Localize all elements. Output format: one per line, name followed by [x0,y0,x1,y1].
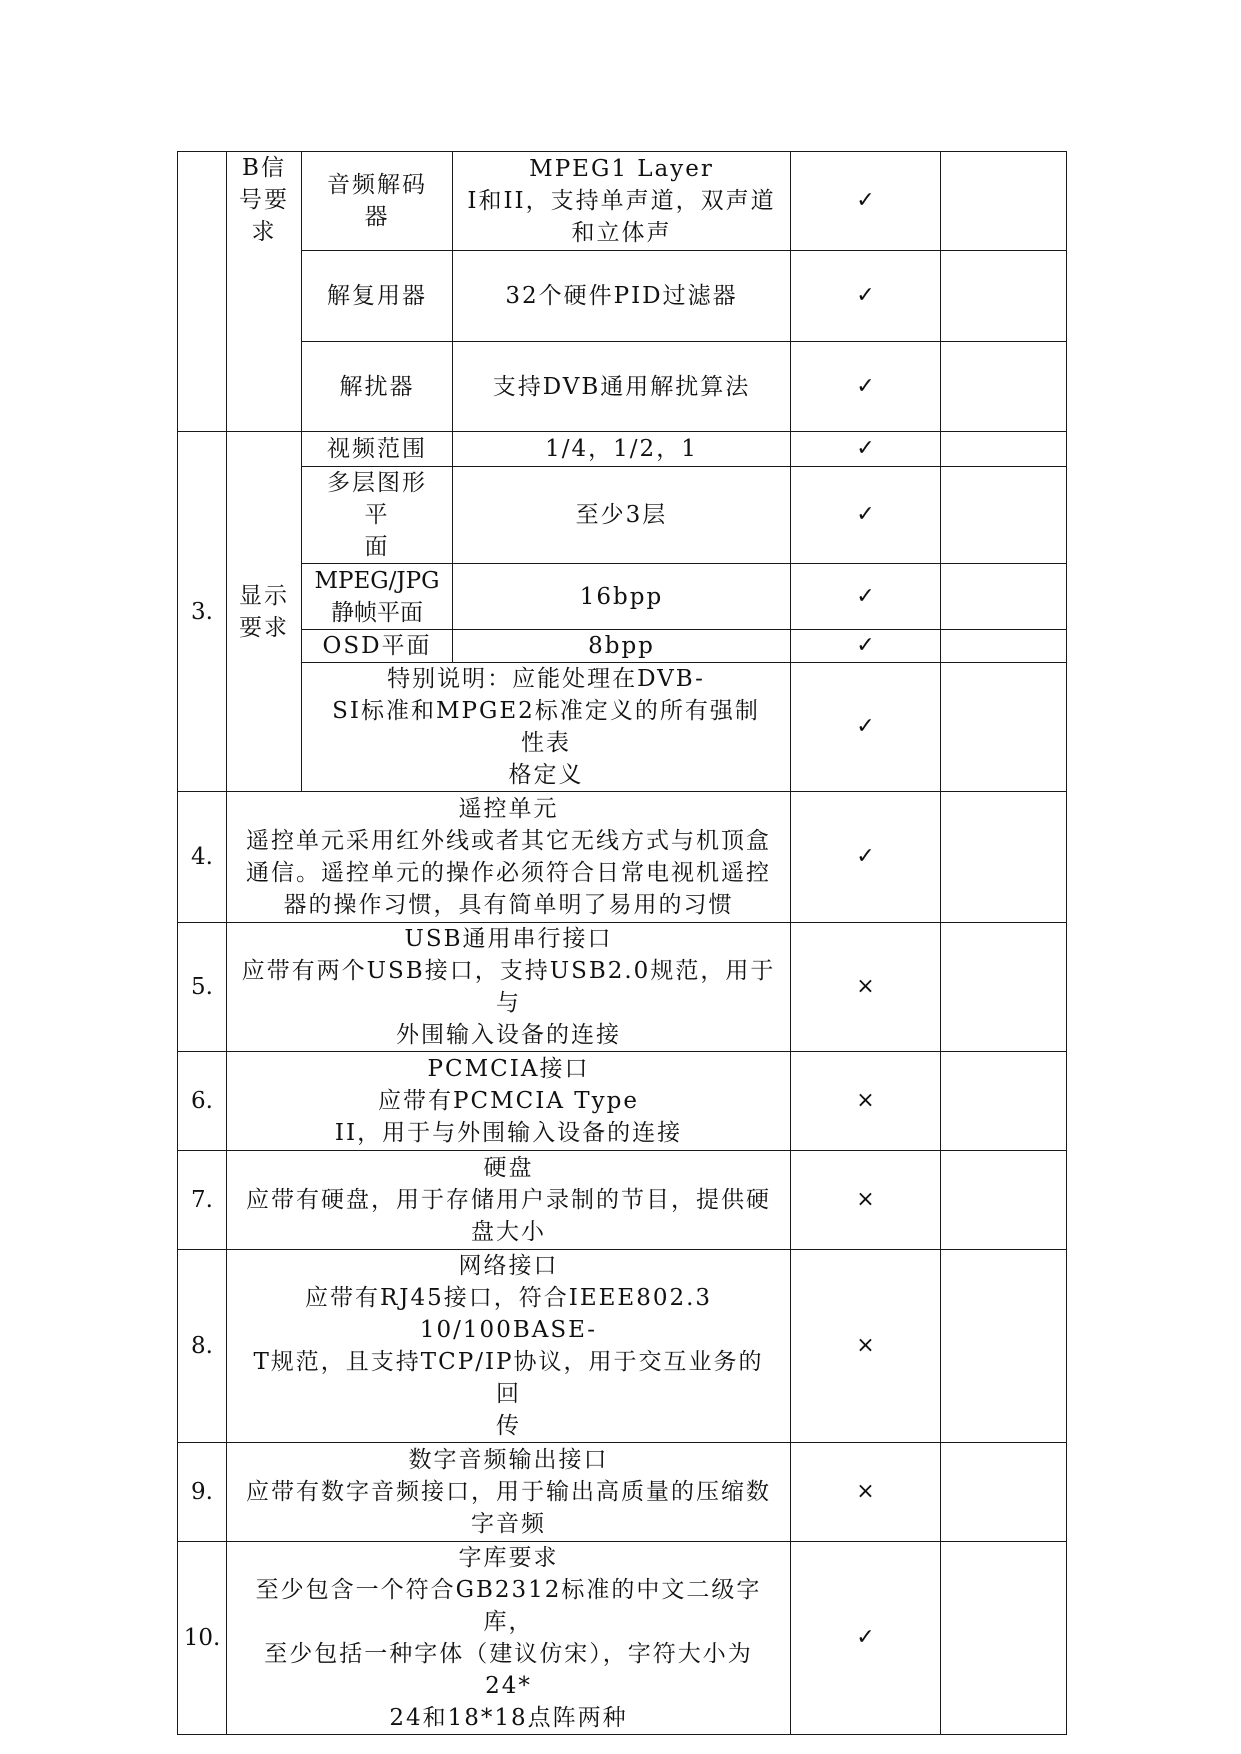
row-number-cell: 7. [178,1151,227,1250]
support-mark-cell: ✓ [791,663,941,792]
support-mark-cell: × [791,1052,941,1151]
table-row [178,467,1067,564]
table-row [178,663,1067,792]
row-number-cell: 8. [178,1250,227,1443]
group-label-cell: 显示 要求 [227,432,302,792]
table-row [178,923,1067,1052]
spec-cell: 32个硬件PID过滤器 [453,251,791,342]
group-label-cell: B信 号要 求 [227,152,302,432]
table-row [178,1250,1067,1443]
support-mark-cell: × [791,1250,941,1443]
row-number-cell: 10. [178,1542,227,1735]
remark-cell [941,663,1067,792]
support-mark-cell: ✓ [791,1542,941,1735]
table-row [178,564,1067,630]
special-note-cell: 特别说明：应能处理在DVB- SI标准和MPGE2标准定义的所有强制性表 格定义 [302,663,791,792]
item-cell: 解扰器 [302,342,453,432]
support-mark-cell: ✓ [791,564,941,630]
item-cell: OSD平面 [302,630,453,663]
description-cell: 遥控单元 遥控单元采用红外线或者其它无线方式与机顶盒 通信。遥控单元的操作必须符合日常电视机遥控 器的操作习惯，具有简单明了易用的习惯 [227,792,791,923]
table-row [178,152,1067,251]
row-number-cell: 4. [178,792,227,923]
table-row [178,342,1067,432]
item-cell: 多层图形平 面 [302,467,453,564]
requirements-table [177,151,1067,1735]
remark-cell [941,251,1067,342]
table-row [178,1542,1067,1735]
remark-cell [941,792,1067,923]
item-cell: MPEG/JPG 静帧平面 [302,564,453,630]
description-cell: USB通用串行接口 应带有两个USB接口，支持USB2.0规范，用于与 外围输入设备的连接 [227,923,791,1052]
remark-cell [941,630,1067,663]
table-row [178,1151,1067,1250]
spec-cell: 8bpp [453,630,791,663]
remark-cell [941,1151,1067,1250]
support-mark-cell: ✓ [791,432,941,467]
spec-cell: 1/4，1/2，1 [453,432,791,467]
support-mark-cell: × [791,1443,941,1542]
table-row [178,792,1067,923]
row-number-cell [178,152,227,432]
support-mark-cell: ✓ [791,792,941,923]
row-number-cell: 9. [178,1443,227,1542]
remark-cell [941,1052,1067,1151]
remark-cell [941,1443,1067,1542]
table-row [178,1052,1067,1151]
description-cell: 字库要求 至少包含一个符合GB2312标准的中文二级字库， 至少包括一种字体（建议仿宋），字符大小为24* 24和18*18点阵两种 [227,1542,791,1735]
description-cell: 网络接口 应带有RJ45接口，符合IEEE802.3 10/100BASE- T规范，且支持TCP/IP协议，用于交互业务的回 传 [227,1250,791,1443]
description-cell: 硬盘 应带有硬盘，用于存储用户录制的节目，提供硬 盘大小 [227,1151,791,1250]
spec-cell: 至少3层 [453,467,791,564]
support-mark-cell: × [791,1151,941,1250]
remark-cell [941,467,1067,564]
support-mark-cell: ✓ [791,251,941,342]
support-mark-cell: ✓ [791,152,941,251]
support-mark-cell: × [791,923,941,1052]
row-number-cell: 6. [178,1052,227,1151]
remark-cell [941,342,1067,432]
support-mark-cell: ✓ [791,630,941,663]
remark-cell [941,1542,1067,1735]
remark-cell [941,923,1067,1052]
table-row [178,1443,1067,1542]
support-mark-cell: ✓ [791,342,941,432]
table-row [178,432,1067,467]
description-cell: PCMCIA接口 应带有PCMCIA Type II，用于与外围输入设备的连接 [227,1052,791,1151]
spec-cell: MPEG1 Layer I和II，支持单声道，双声道 和立体声 [453,152,791,251]
remark-cell [941,152,1067,251]
item-cell: 音频解码器 [302,152,453,251]
table-row [178,630,1067,663]
spec-cell: 支持DVB通用解扰算法 [453,342,791,432]
remark-cell [941,564,1067,630]
spec-cell: 16bpp [453,564,791,630]
row-number-cell: 5. [178,923,227,1052]
item-cell: 视频范围 [302,432,453,467]
item-cell: 解复用器 [302,251,453,342]
description-cell: 数字音频输出接口 应带有数字音频接口，用于输出高质量的压缩数 字音频 [227,1443,791,1542]
row-number-cell: 3. [178,432,227,792]
remark-cell [941,1250,1067,1443]
remark-cell [941,432,1067,467]
table-row [178,251,1067,342]
support-mark-cell: ✓ [791,467,941,564]
